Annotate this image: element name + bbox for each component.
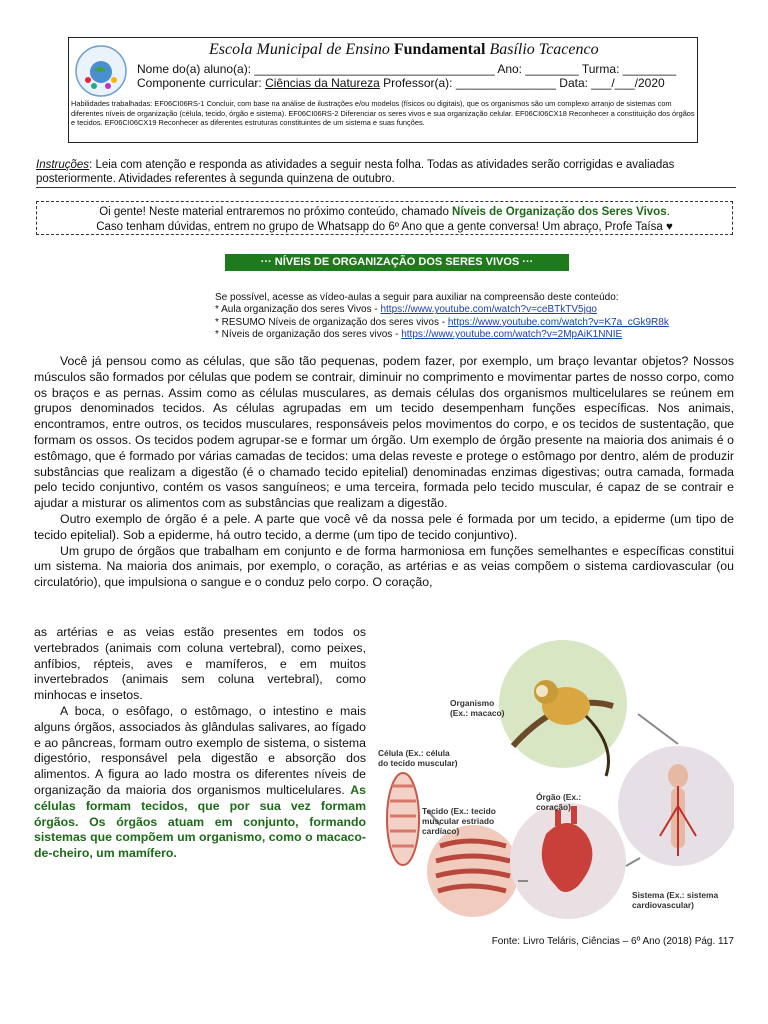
student-name-line: Nome do(a) aluno(a): ____________________________________ Ano: ________ Turma: ________	[137, 62, 677, 76]
notice-box	[36, 201, 733, 235]
figure-source: Fonte: Livro Teláris, Ciências – 6º Ano (2018) Pág. 117	[491, 936, 734, 947]
paragraph: Outro exemplo de órgão é a pele. A parte que você vê da nossa pele é formada por um tecido, a epiderme (um tipo de tecido epitelial). Sob a epiderme, há outro tecido, a derme (um tipo de tecido conjuntivo).	[34, 511, 734, 542]
body-text	[34, 354, 734, 591]
video-intro: Se possível, acesse as vídeo-aulas a seguir para auxiliar na compreensão deste conteúdo:	[215, 292, 619, 303]
skills-text: Habilidades trabalhadas: EF06CI06RS-1 Concluir, com base na análise de ilustrações e/ou modelos (físicos ou digitais), que os organismos são um complexo arranjo de sistemas com diferentes níveis de organização (célula, tecido, órgão e sistema). EF06CI06RS-2 Diferenciar os seres vivos e sua organização celular. EF06CI06CX18 Reconhecer a constituição dos órgãos e tecidos. EF06CI06CX19 Reconhecer as diferentes estruturas constituintes de um sistema e suas funções.	[71, 99, 695, 128]
school-logo	[74, 44, 128, 98]
paragraph: as artérias e as veias estão presentes em todos os vertebrados (animais com coluna vertebral), como peixes, anfíbios, répteis, aves e mamíferos, e em muitos invertebrados (animais sem coluna vertebral), como minhocas e insetos.	[34, 625, 366, 703]
paragraph: Você já pensou como as células, que são tão pequenas, podem fazer, por exemplo, um braço levantar objetos? Nossos músculos são formados por células que podem se contrair, diminuir no comprimento e movimentar partes de nosso corpo, como os braços e as pernas. Assim como as células musculares, as demais células dos organismos multicelulares se reúnem em grupos denominados tecidos. As células agrupadas em um tecido desempenham funções específicas. Nos animais, encontramos, entre outros, os tecidos musculares, responsáveis pelos movimentos do corpo, e os tecidos de sustentação, que formam os ossos. Os tecidos podem agrupar-se e formar um órgão. Um exemplo de órgão presente na maioria dos animais é o estômago, que é formado por várias camadas de tecidos: uma delas reveste e protege o estômago por dentro, além de produzir substâncias que realizam a digestão (é o chamado tecido epitelial) denominadas enzimas digestivas; outra camada, formada pelo tecido conjuntivo, contém os vasos sanguíneos; e uma terceira, formada pelo tecido muscular, é capaz de se contrair e ajudar a misturar os alimentos com as substâncias que realizam a digestão.	[34, 354, 734, 511]
video-links	[215, 292, 745, 342]
paragraph: Um grupo de órgãos que trabalham em conjunto e de forma harmoniosa em funções semelhantes e específicas constitui um sistema. Na maioria dos animais, por exemplo, o coração, as artérias e as veias compõem o sistema cardiovascular (ou circulatório), que impulsiona o sangue e o conduz pelo corpo. O coração,	[34, 543, 734, 590]
component-line: Componente curricular: Ciências da Natureza Professor(a): _______________ Data: ___/___/2020	[137, 76, 665, 90]
section-title: ··· NÍVEIS DE ORGANIZAÇÃO DOS SERES VIVOS ···	[225, 254, 569, 271]
video-link[interactable]: https://www.youtube.com/watch?v=2MpAiK1NNIE	[401, 329, 623, 341]
video-item: * Níveis de organização dos seres vivos - https://www.youtube.com/watch?v=2MpAiK1NNIE	[215, 329, 623, 341]
notice-line-2: Caso tenham dúvidas, entrem no grupo de Whatsapp do 6º Ano que a gente conversa! Um abraço, Profe Taísa ♥	[96, 221, 673, 233]
figure-illustration	[378, 636, 734, 922]
notice-line-1: Oi gente! Neste material entraremos no próximo conteúdo, chamado Níveis de Organização dos Seres Vivos.	[99, 206, 670, 218]
organization-levels-figure	[378, 636, 734, 922]
video-link[interactable]: https://www.youtube.com/watch?v=K7a_cGk9R8k	[447, 316, 669, 328]
paragraph: A boca, o esôfago, o estômago, o intestino e mais alguns órgãos, associados às glândulas salivares, ao fígado e ao pâncreas, formam outro exemplo de sistema, o sistema digestório, responsável pela digestão e absorção dos alimentos. A figura ao lado mostra os diferentes níveis de organização da maioria dos organismos multicelulares. As células formam tecidos, que por sua vez formam órgãos. Os órgãos atuam em conjunto, formando sistemas que compõem um organismo, como o macaco-de-cheiro, um mamífero.	[34, 703, 366, 861]
instructions-label: Instruções	[36, 159, 90, 171]
divider	[36, 187, 736, 188]
header-box	[68, 37, 698, 143]
body-text-left	[34, 625, 366, 862]
video-link[interactable]: https://www.youtube.com/watch?v=ceBTkTV5jgo	[380, 304, 597, 316]
label-cell: Célula (Ex.: célula do tecido muscular)	[378, 748, 458, 768]
label-tissue: Tecido (Ex.: tecido muscular estriado cardíaco)	[422, 806, 496, 836]
label-organism: Organismo (Ex.: macaco)	[450, 698, 505, 718]
highlight-text: As células formam tecidos, que por sua vez formam órgãos. Os órgãos atuam em conjunto, formando sistemas que compõem um organismo, como o macaco-de-cheiro, um mamífero.	[34, 782, 366, 861]
school-name: Escola Municipal de Ensino Fundamental Basílio Tcacenco	[209, 41, 599, 58]
video-item: * RESUMO Níveis de organização dos seres vivos - https://www.youtube.com/watch?v=K7a_cGk9R8k	[215, 316, 669, 328]
video-item: * Aula organização dos seres Vivos - https://www.youtube.com/watch?v=ceBTkTV5jgo	[215, 304, 597, 316]
label-system: Sistema (Ex.: sistema cardiovascular)	[632, 890, 719, 910]
instructions: Instruções: Leia com atenção e responda as atividades a seguir nesta folha. Todas as atividades serão corrigidas e avaliadas posteriormente. Atividades referentes à segunda quinzena de outubro.	[36, 159, 675, 185]
label-organ: Órgão (Ex.: coração)	[536, 792, 582, 812]
